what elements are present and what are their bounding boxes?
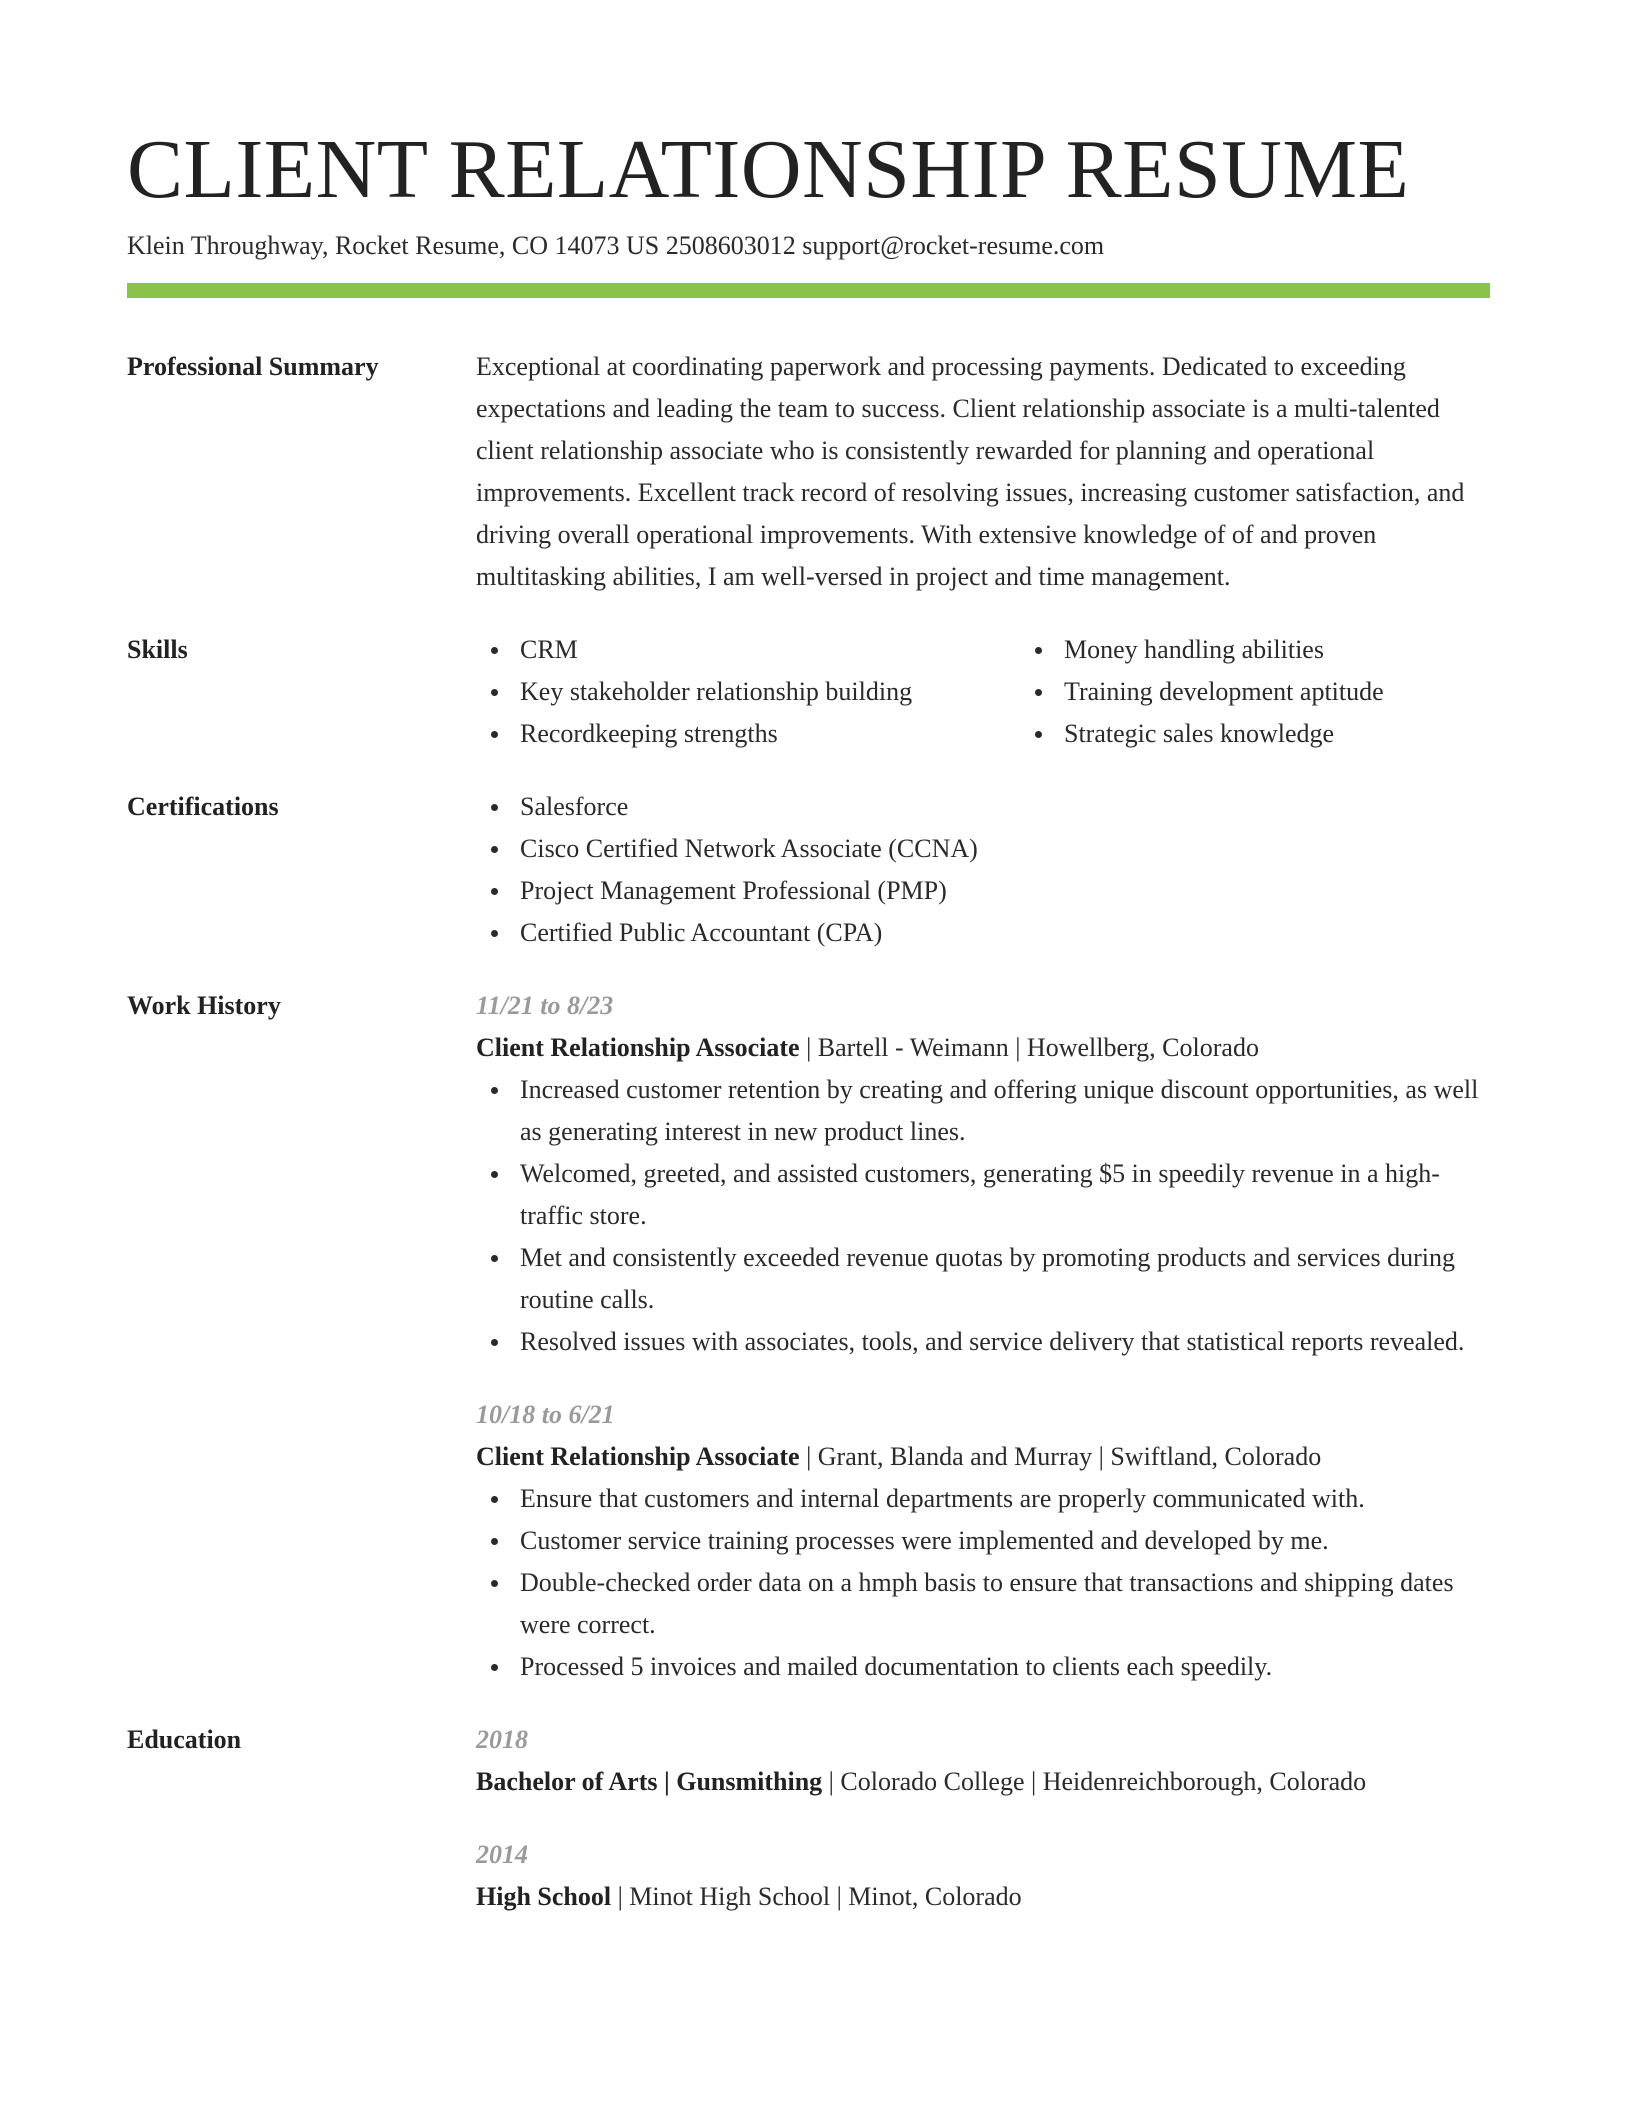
job-role-line (476, 1027, 1490, 1069)
job-bullet: Resolved issues with associates, tools, and service delivery that statistical reports revealed. (520, 1321, 1490, 1363)
skill-item: Money handling abilities (1064, 629, 1384, 671)
skills-list-left (476, 629, 1020, 755)
skills-list-right (1020, 629, 1384, 755)
job-entry (476, 1394, 1490, 1688)
header-divider (127, 283, 1490, 298)
work-history-label: Work History (127, 991, 281, 1020)
skills-label: Skills (127, 635, 188, 664)
job-title: Client Relationship Associate (476, 1033, 800, 1062)
certification-item: Project Management Professional (PMP) (520, 870, 1490, 912)
skills-grid (476, 629, 1490, 755)
education-section (127, 1719, 1490, 1918)
education-year: 2018 (476, 1725, 528, 1754)
education-details: | Minot High School | Minot, Colorado (611, 1882, 1022, 1911)
education-details: | Colorado College | Heidenreichborough, Colorado (822, 1767, 1367, 1796)
job-title: Client Relationship Associate (476, 1442, 800, 1471)
education-year: 2014 (476, 1840, 528, 1869)
certifications-list (476, 786, 1490, 954)
education-body (476, 1719, 1490, 1918)
education-line (476, 1761, 1490, 1803)
resume-page (127, 0, 1490, 1918)
job-bullet: Met and consistently exceeded revenue quotas by promoting products and services during routine calls. (520, 1237, 1490, 1321)
resume-title: CLIENT RELATIONSHIP RESUME (127, 123, 1410, 216)
summary-body (476, 346, 1490, 598)
certification-item: Cisco Certified Network Associate (CCNA) (520, 828, 1490, 870)
job-dates: 10/18 to 6/21 (476, 1400, 615, 1429)
education-label: Education (127, 1725, 242, 1754)
job-entry (476, 985, 1490, 1363)
certifications-body (476, 786, 1490, 954)
job-dates: 11/21 to 8/23 (476, 991, 614, 1020)
education-entry (476, 1834, 1490, 1918)
certification-item: Certified Public Accountant (CPA) (520, 912, 1490, 954)
job-bullet: Ensure that customers and internal departments are properly communicated with. (520, 1478, 1490, 1520)
skill-item: Key stakeholder relationship building (520, 671, 1020, 713)
contact-line: Klein Throughway, Rocket Resume, CO 14073 US 2508603012 support@rocket-resume.com (127, 231, 1105, 260)
job-bullet: Double-checked order data on a hmph basis to ensure that transactions and shipping dates were correct. (520, 1562, 1490, 1646)
job-details: | Grant, Blanda and Murray | Swiftland, Colorado (799, 1442, 1322, 1471)
job-bullets (476, 1478, 1490, 1688)
skill-item: CRM (520, 629, 1020, 671)
job-bullet: Welcomed, greeted, and assisted customers, generating $5 in speedily revenue in a high-traffic store. (520, 1153, 1490, 1237)
summary-label: Professional Summary (127, 352, 379, 381)
education-degree: Bachelor of Arts | Gunsmithing (476, 1767, 823, 1796)
skill-item: Recordkeeping strengths (520, 713, 1020, 755)
certifications-section (127, 786, 1490, 954)
job-details: | Bartell - Weimann | Howellberg, Colorado (799, 1033, 1259, 1062)
job-role-line (476, 1436, 1490, 1478)
job-bullets (476, 1069, 1490, 1363)
job-bullet: Increased customer retention by creating and offering unique discount opportunities, as well as generating interest in new product lines. (520, 1069, 1490, 1153)
skills-section (127, 629, 1490, 755)
job-bullet: Processed 5 invoices and mailed documentation to clients each speedily. (520, 1646, 1490, 1688)
skills-body (476, 629, 1490, 755)
skill-item: Strategic sales knowledge (1064, 713, 1384, 755)
skill-item: Training development aptitude (1064, 671, 1384, 713)
certifications-label: Certifications (127, 792, 279, 821)
summary-section (127, 346, 1490, 598)
certification-item: Salesforce (520, 786, 1490, 828)
education-line (476, 1876, 1490, 1918)
work-history-section (127, 985, 1490, 1688)
work-history-body (476, 985, 1490, 1688)
education-degree: High School (476, 1882, 612, 1911)
education-entry (476, 1719, 1490, 1803)
job-bullet: Customer service training processes were implemented and developed by me. (520, 1520, 1490, 1562)
summary-text: Exceptional at coordinating paperwork and processing payments. Dedicated to exceeding expectations and leading the team to success. Client relationship associate is a multi-talented client relationship associate who is consistently rewarded for planning and operational improvements. Excellent track record of resolving issues, increasing customer satisfaction, and driving overall operational improvements. With extensive knowledge of of and proven multitasking abilities, I am well-versed in project and time management. (476, 352, 1465, 591)
